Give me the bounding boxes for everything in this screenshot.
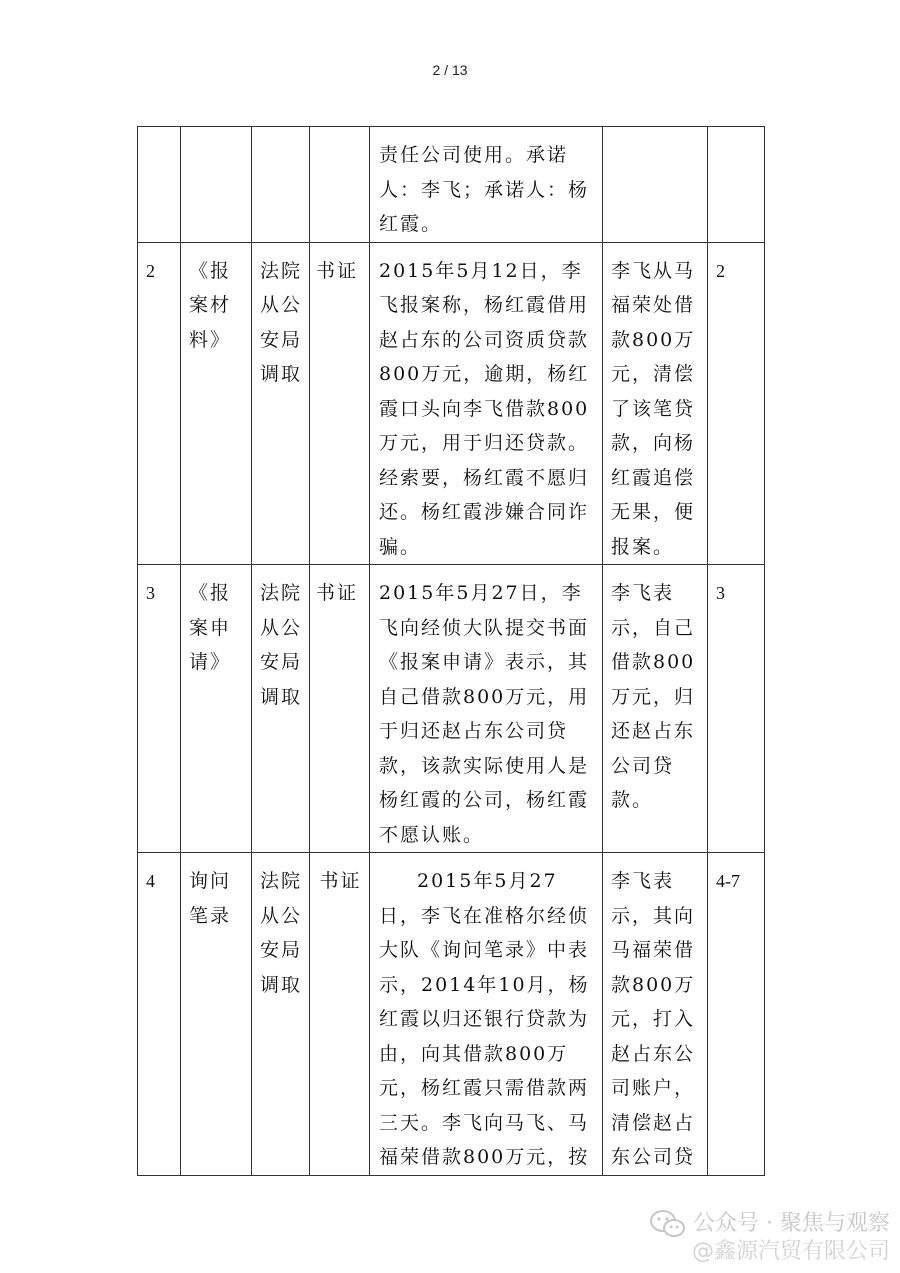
page-number: 2 / 13 — [432, 62, 468, 78]
row-number-cell — [138, 127, 181, 243]
evidence-content-cell: 2015年5月27日，李飞向经侦大队提交书面《报案申请》表示，其自己借款800万元，用于归还赵占东公司贷款，该款实际使用人是杨红霞的公司，杨红霞不愿认账。 — [370, 565, 603, 853]
watermark-company: @鑫源汽贸有限公司 — [691, 1239, 890, 1264]
page-range-cell: 3 — [708, 565, 765, 853]
evidence-table — [137, 126, 765, 1176]
table-row — [138, 853, 765, 1176]
evidence-source-cell: 法院从公安局调取 — [252, 242, 310, 565]
evidence-purpose-cell: 李飞从马福荣处借款800万元，清偿了该笔贷款，向杨红霞追偿无果，便报案。 — [603, 242, 708, 565]
evidence-type-cell: 书证 — [310, 242, 370, 565]
evidence-type-cell: 书证 — [310, 565, 370, 853]
evidence-content-cell: 2015年5月12日，李飞报案称，杨红霞借用赵占东的公司资质贷款800万元，逾期，杨红霞口头向李飞借款800万元，用于归还贷款。经索要，杨红霞不愿归还。杨红霞涉嫌合同诈骗。 — [370, 242, 603, 565]
row-number-cell: 4 — [138, 853, 181, 1176]
evidence-content-cell: 责任公司使用。承诺人：李飞；承诺人：杨红霞。 — [370, 127, 603, 243]
evidence-source-cell — [252, 127, 310, 243]
page-range-cell: 4-7 — [708, 853, 765, 1176]
evidence-purpose-cell — [603, 127, 708, 243]
evidence-source-cell: 法院从公安局调取 — [252, 565, 310, 853]
evidence-name-cell: 《报案申请》 — [181, 565, 252, 853]
page-range-cell: 2 — [708, 242, 765, 565]
row-number-cell: 2 — [138, 242, 181, 565]
watermark — [649, 1209, 890, 1265]
evidence-purpose-cell: 李飞表示，其向马福荣借款800万元，打入赵占东公司账户，清偿赵占东公司贷 — [603, 853, 708, 1176]
evidence-source-cell: 法院从公安局调取 — [252, 853, 310, 1176]
evidence-name-cell: 《报案材料》 — [181, 242, 252, 565]
table-row — [138, 127, 765, 243]
wechat-icon — [649, 1209, 687, 1239]
table-row — [138, 565, 765, 853]
page-range-cell — [708, 127, 765, 243]
watermark-account: 公众号 · 聚焦与观察 — [693, 1211, 890, 1236]
evidence-type-cell — [310, 127, 370, 243]
evidence-purpose-cell: 李飞表示，自己借款800万元，归还赵占东公司贷款。 — [603, 565, 708, 853]
evidence-name-cell — [181, 127, 252, 243]
evidence-content-cell: 2015年5月27日，李飞在准格尔经侦大队《询问笔录》中表示，2014年10月，杨红霞以归还银行贷款为由，向其借款800万元，杨红霞只需借款两三天。李飞向马飞、马福荣借款800万元，按 — [370, 853, 603, 1176]
row-number-cell: 3 — [138, 565, 181, 853]
evidence-name-cell: 询问笔录 — [181, 853, 252, 1176]
table-row — [138, 242, 765, 565]
evidence-type-cell: 书证 — [310, 853, 370, 1176]
